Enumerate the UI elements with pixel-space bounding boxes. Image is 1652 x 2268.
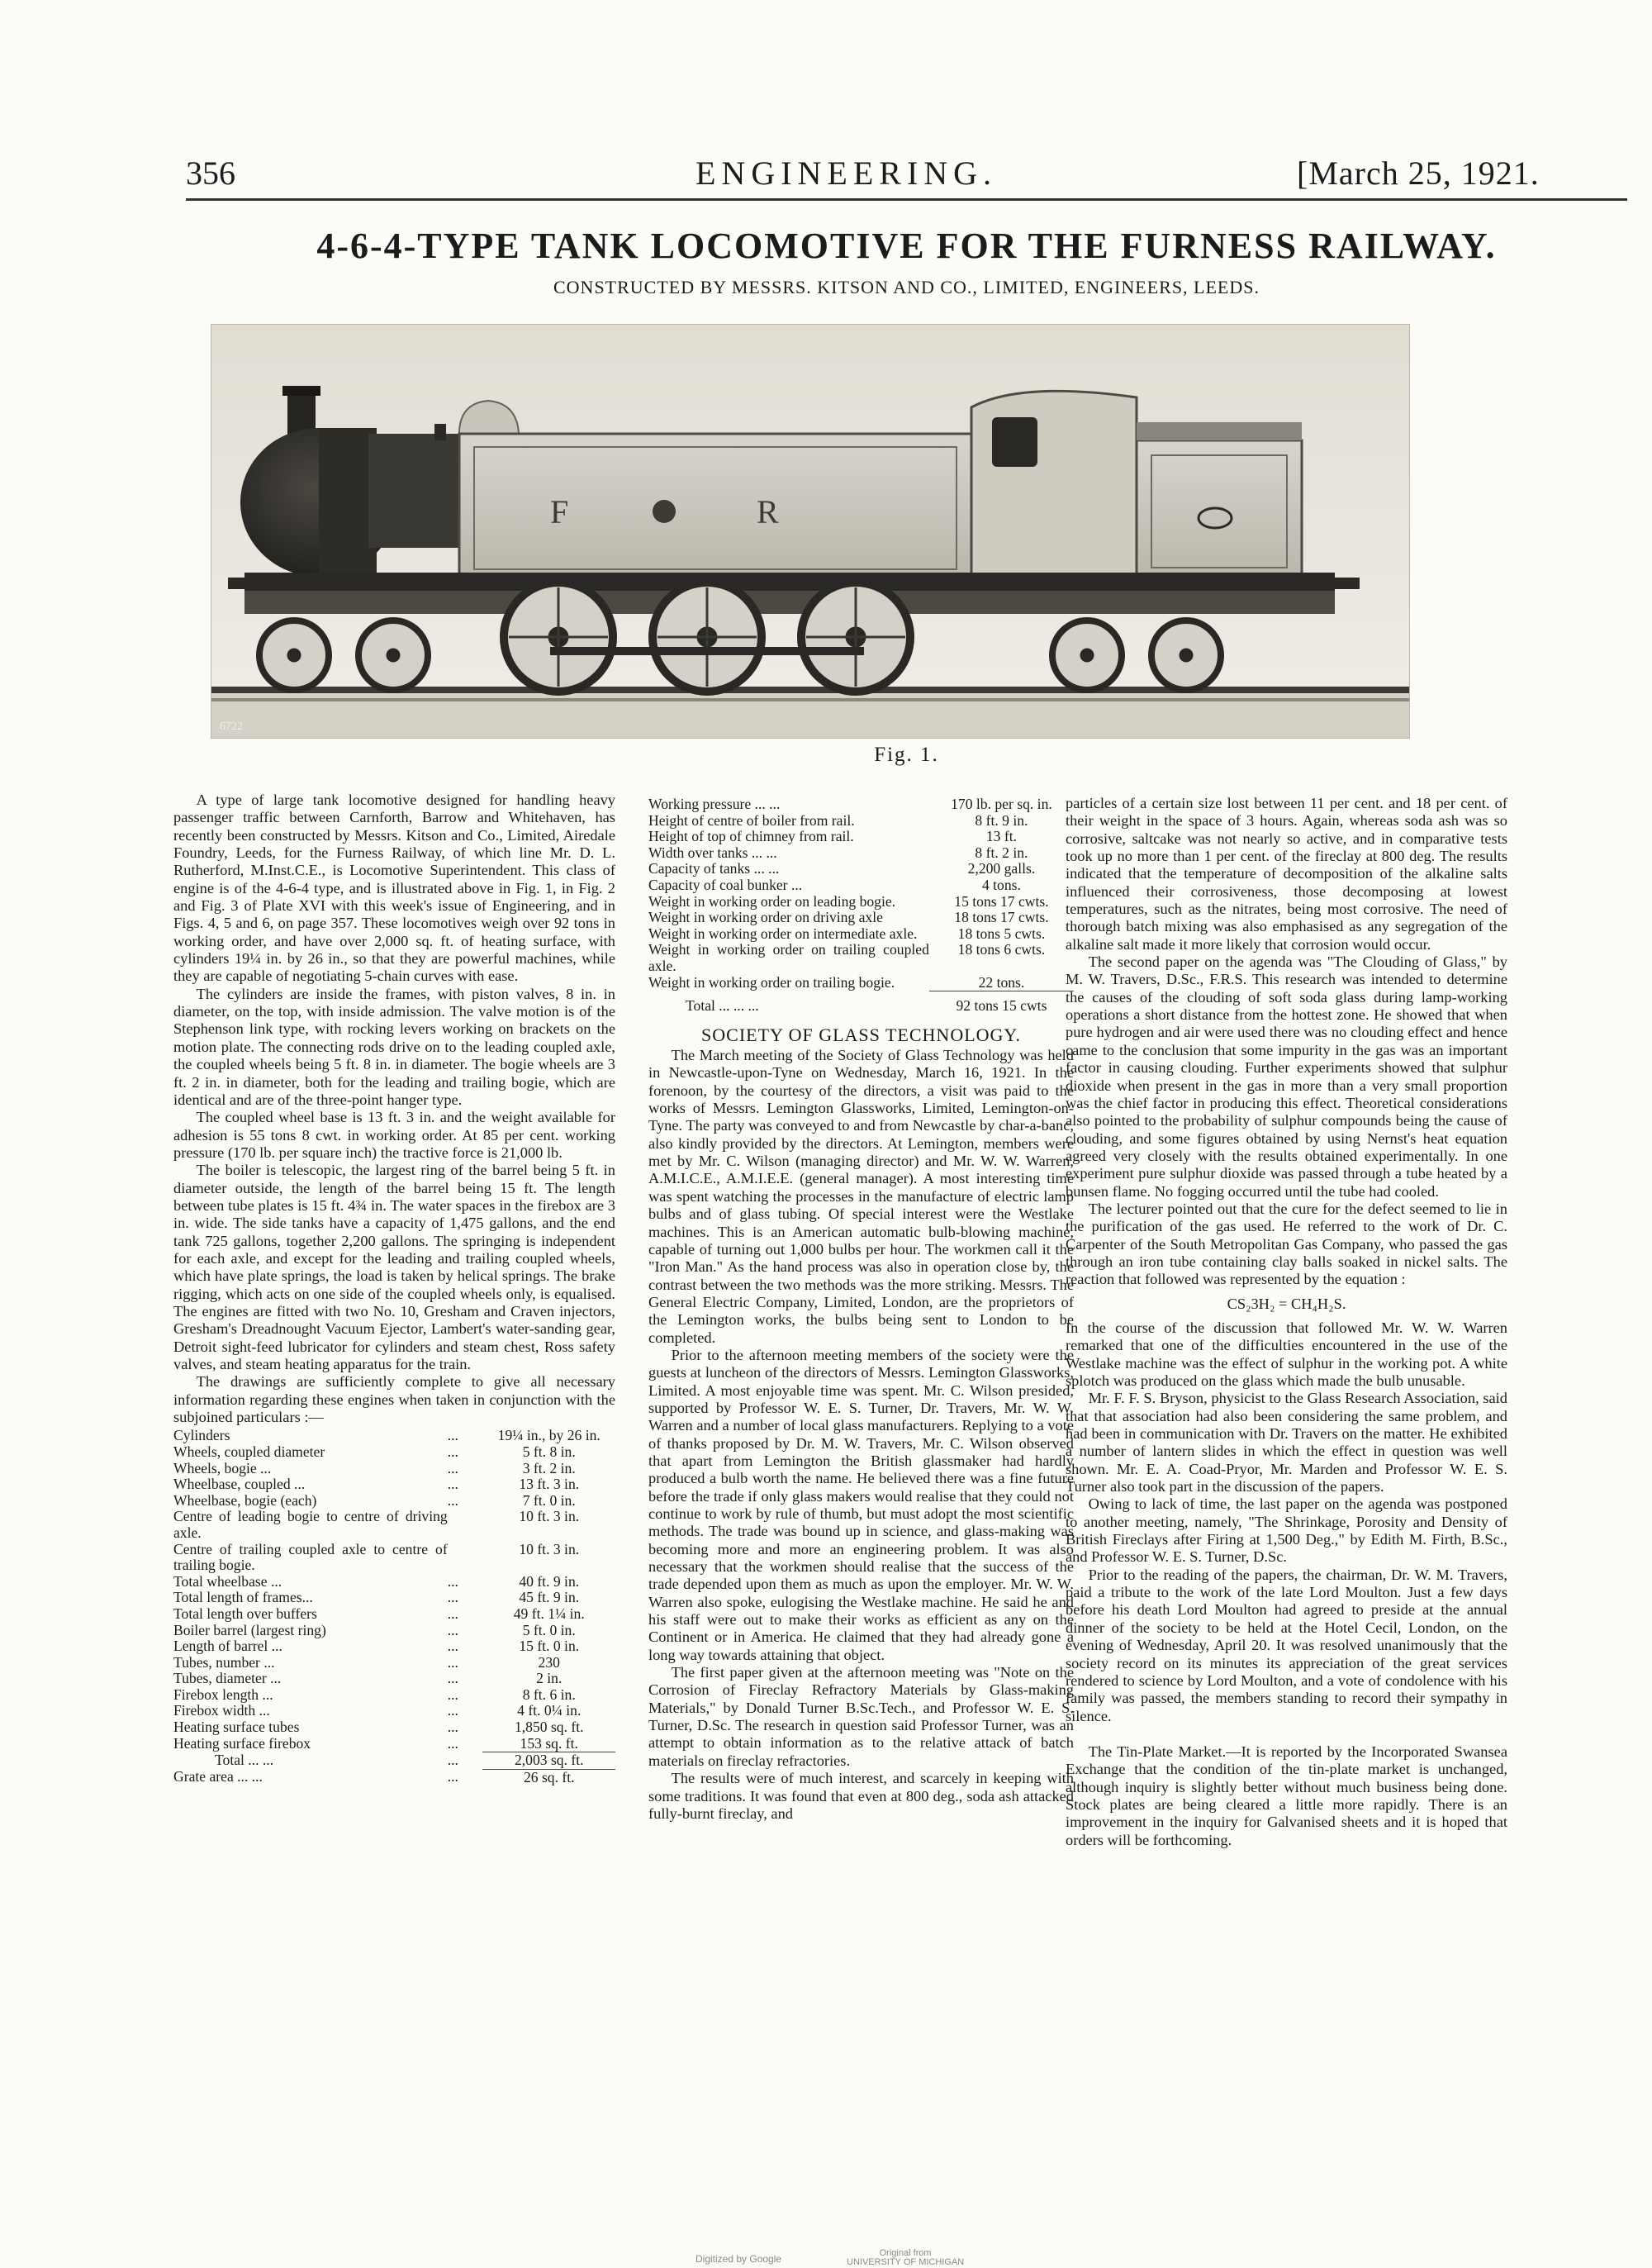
table-row: Centre of trailing coupled axle to centre of trailing bogie. 10 ft. 3 in. (173, 1540, 580, 1574)
table-row: Firebox length ... ... 8 ft. 6 in. (173, 1686, 576, 1703)
table-total-row: Total ... ... ... 2,003 sq. ft. (173, 1752, 615, 1770)
paragraph: The drawings are sufficiently complete to give all necessary information regarding these engines when taken in conjunction with the subjoined particulars :— (173, 1373, 615, 1426)
paragraph: The second paper on the agenda was "The Clouding of Glass," by M. W. Travers, D.Sc., F.R.S. This research was intended to determine the causes of the clouding of soft soda glass during lamp-working operations a short distance from the hottest zone. He showed that when pure hydrogen and air were used there was no clouding effect and hence came to the conclusion that some impurity in the gas was an important factor in causing clouding. Further experiments showed that sulphur dioxide when present in the gas in more than a very small proportion was the chief factor in producing this effect. Theoretical considerations also pointed to the probability of sulphur compounds being the cause of clouding, and some figures obtained by using Nernst's heat equation agreed very closely with the results obtained experimentally. In one experiment pure sulphur dioxide was passed through a tube heated by a bunsen flame. No fogging occurred until the tube had cooled. (1066, 953, 1507, 1200)
paragraph: Prior to the afternoon meeting members of the society were the guests at luncheon of the directors of Messrs. Lemington Glassworks, Limited. A most enjoyable time was spent. Mr. C. Wilson presided, supported by Professor W. E. S. Turner, Dr. Travers, Mr. W. W. Warren and a number of local glass manufacturers. Replying to a vote of thanks proposed by Dr. M. W. Travers, Mr. C. Wilson observed that apart from Lemington the British glassmaker had hardly produced a bulb worth the name. He believed there was a fine future before the trade if only glass makers would realise that they could not continue to work by rule of thumb, but must adopt the most scientific methods. The trade was bound up in science, and glass-making was becoming more and more an engineering problem. It was also necessary that the workmen should realise that the success of the trade depended upon them as much as upon the employer. Mr. W. W. Warren also spoke, eulogising the Westlake machine. He said he and his staff were out to make their works as efficient as any on the Continent or in America. He claimed that they had already gone a long way towards attaining that object. (648, 1346, 1074, 1663)
table-row: Total length over buffers ... 49 ft. 1¼ in. (173, 1605, 585, 1622)
table-row: Heating surface tubes ... 1,850 sq. ft. (173, 1719, 584, 1736)
table-row: Weight in working order on leading bogie. 15 tons 17 cwts. (648, 892, 1049, 910)
table-row: Weight in working order on intermediate axle. 18 tons 5 cwts. (648, 925, 1046, 942)
coal-bunker (1137, 440, 1302, 582)
digitized-by-google: Digitized by Google (695, 2253, 782, 2265)
table-row: Height of centre of boiler from rail. 8 ft. 9 in. (648, 811, 1028, 829)
table-row: Length of barrel ... ... 15 ft. 0 in. (173, 1638, 580, 1655)
table-row: Weight in working order on driving axle 18 tons 17 cwts. (648, 909, 1049, 926)
column-2 (648, 795, 1074, 1823)
journal-title: ENGINEERING. (695, 155, 998, 192)
paragraph: In the course of the discussion that followed Mr. W. W. Warren remarked that one of the difficulties encountered in the use of the Westlake machine was the effect of sulphur in the working pot. A white splotch was produced on the glass which made the bulb unusable. (1066, 1319, 1507, 1389)
table-row: Total wheelbase ... ... 40 ft. 9 in. (173, 1572, 580, 1590)
original-from-label: Original from (879, 2248, 932, 2258)
paragraph: Mr. F. F. S. Bryson, physicist to the Glass Research Association, said that that association had also been considering the same problem, and had been in communication with Dr. Travers on the matter. He exhibited a number of lantern slides in which the effect in question was well shown. Mr. E. A. Coad-Pryor, Mr. Marden and Professor W. E. S. Turner also took part in the discussion of the papers. (1066, 1390, 1507, 1495)
crest-icon (653, 500, 676, 523)
paragraph: The results were of much interest, and scarcely in keeping with some traditions. It was found that even at 800 deg., soda ash attacked fully-burnt fireclay, and (648, 1770, 1074, 1822)
table-row: Weight in working order on trailing bogie. 22 tons. (648, 973, 1025, 991)
column-1 (173, 792, 615, 1790)
coupling-rod (550, 647, 864, 655)
tank-letter-r: R (757, 493, 779, 530)
side-tank (459, 434, 971, 582)
original-from (847, 2249, 964, 2267)
table-row: Width over tanks ... ... 8 ft. 2 in. (648, 844, 1028, 861)
particulars-table (173, 1428, 615, 1785)
paragraph: Prior to the reading of the papers, the chairman, Dr. W. M. Travers, paid a tribute to the work of the late Lord Moulton. Just a few days before his death Lord Moulton had agreed to preside at the annual dinner of the society to be held at the Hotel Cecil, London, on the evening of Wednesday, April 20. It was resolved unanimously that the society record on its minutes its appreciation of the great services rendered to science by Lord Moulton, and a vote of condolence with his family was passed, the members standing to record their sympathy in silence. (1066, 1566, 1507, 1724)
table-row: Centre of leading bogie to centre of driving axle. 10 ft. 3 in. (173, 1508, 580, 1541)
table-row: Firebox width ... ... 4 ft. 0¼ in. (173, 1702, 582, 1719)
table-row: Boiler barrel (largest ring) ... 5 ft. 0 in. (173, 1621, 576, 1638)
paragraph: A type of large tank locomotive designed for handling heavy passenger traffic between Carnforth, Barrow and Whitehaven, has recently been constructed by Messrs. Kitson and Co., Limited, Airedale Foundry, Leeds, for the Furness Railway, of which line Mr. D. L. Rutherford, M.Inst.C.E., is Locomotive Superintendent. This class of engine is of the 4-6-4 type, and is illustrated above in Fig. 1, in Fig. 2 and Fig. 3 of Plate XVI with this week's issue of Engineering, and in Figs. 4, 5 and 6, on page 357. These locomotives weigh over 92 tons in working order, and have over 2,000 sq. ft. of heating surface, with cylinders 19¼ in. by 26 in., so that they are powerful machines, while they are capable of negotiating 5-chain curves with ease. (173, 792, 615, 985)
page-number: 356 (186, 155, 235, 192)
tinplate-paragraph: The Tin-Plate Market.—It is reported by the Incorporated Swansea Exchange that the condition of the tin-plate market is unchanged, although inquiry is slightly better without much business being done. Stock plates are being cleared a little more rapidly. There is an improvement in the inquiry for Galvanised sheets and it is hoped that orders will be forthcoming. (1066, 1743, 1507, 1848)
paragraph: The coupled wheel base is 13 ft. 3 in. and the weight available for adhesion is 55 tons 8 cwt. in working order. At 85 per cent. working pressure (170 lb. per square inch) the tractive force is 21,000 lb. (173, 1109, 615, 1161)
table-row: Wheels, coupled diameter ... 5 ft. 8 in. (173, 1443, 576, 1460)
paragraph: Owing to lack of time, the last paper on the agenda was postponed to another meeting, namely, "The Shrinkage, Porosity and Density of British Fireclays after Firing at 1,500 Deg.," by Edith M. Firth, B.Sc., and Professor W. E. S. Turner, D.Sc. (1066, 1495, 1507, 1566)
spacer (1066, 1725, 1507, 1743)
paragraph: The cylinders are inside the frames, with piston valves, 8 in. in diameter, on the top, with inside admission. The valve motion is of the Stephenson link type, with rocking levers working on brackets on the motion plate. The connecting rods drive on to the leading coupled axle, the coupled wheels being 5 ft. 8 in. in diameter. The bogie wheels are 3 ft. 2 in. in diameter, both for the leading and trailing bogie, which are identical and are of the three-point hanger type. (173, 985, 615, 1108)
paragraph: The March meeting of the Society of Glass Technology was held in Newcastle-upon-Tyne on Wednesday, March 16, 1921. In the forenoon, by the courtesy of the directors, a visit was paid to the works of Messrs. Lemington Glassworks, Limited, Lemington-on-Tyne. The party was conveyed to and from Newcastle by char-a-banc, also kindly provided by the directors. At Lemington, members were met by Mr. C. Wilson (managing director) and Mr. W. W. Warren, A.M.I.C.E., A.M.I.E.E. (general manager). A most interesting time was spent watching the processes in the manufacture of electric lamp bulbs and of glass tubing. Of special interest were the Westlake machines. This is an American automatic bulb-blowing machine, capable of turning out 1,000 bulbs per hour. The workmen call it the "Iron Man." As the hand process was also in operation close by, the contrast between the two methods was the more striking. Messrs. The General Electric Company, Limited, London, are the proprietors of the Lemington works, the bulbs being sent to London to be completed. (648, 1047, 1074, 1346)
paragraph: particles of a certain size lost between 11 per cent. and 18 per cent. of their weight in the space of 3 hours. Again, whereas soda ash was so corrosive, saltcake was not nearly so active, and in comparative tests took up no more than 1 per cent. of the fireclay at 800 deg. The results indicated that the temperature of decomposition of the alkaline salts influenced their corrosiveness, those decomposing at lowest temperatures, such as the nitrates, being most corrosive. The need of thorough batch mixing was also emphasised as any segregation of the alkaline salt made it more likely that corrosion would occur. (1066, 795, 1507, 953)
table-row: Heating surface firebox ... 153 sq. ft. (173, 1734, 578, 1752)
table-row: Wheelbase, coupled ... ... 13 ft. 3 in. (173, 1476, 580, 1493)
paragraph: The boiler is telescopic, the largest ring of the barrel being 5 ft. in diameter outside, the length of the barrel being 15 ft. The length between tube plates is 15 ft. 4¾ in. The water spaces in the firebox are 3 in. wide. The side tanks have a capacity of 1,475 gallons, and the end tank 725 gallons, together 2,200 gallons. The springing is independent for each axle, and except for the leading and trailing coupled wheels, which have plate springs, the load is taken by helical springs. The brake rigging, which acts on one side of the coupled wheels only, is equalised. The engines are fitted with two No. 10, Gresham and Craven injectors, Gresham's Dreadnought Vacuum Ejector, Lambert's water-sanding gear, Detroit sight-feed lubricator for cylinders and steam chest, Ross safety valves, and steam heating apparatus for the train. (173, 1162, 615, 1372)
table-row: Total length of frames... ... 45 ft. 9 in. (173, 1589, 580, 1606)
table-row: Capacity of coal bunker ... 4 tons. (648, 876, 1021, 893)
issue-date: [March 25, 1921. (1297, 155, 1540, 192)
paragraph: The first paper given at the afternoon meeting was "Note on the Corrosion of Fireclay Refractory Materials by Glass-making Materials," by Donald Turner B.Sc.Tech., and Professor W. E. S. Turner, D.Sc. The research in question said Professor Turner, was an attempt to obtain information as to the relative attack of batch materials on fireclay refractories. (648, 1664, 1074, 1769)
table-row: Tubes, diameter ... ... 2 in. (173, 1670, 563, 1687)
table-row: Grate area ... ... ... 26 sq. ft. (173, 1769, 615, 1785)
table-row: Tubes, number ... ... 230 (173, 1653, 560, 1671)
table-row: Cylinders ... 19¼ in., by 26 in. (173, 1427, 601, 1444)
header-rule (186, 198, 1627, 201)
table-row: Height of top of chimney from rail. 13 ft. (648, 828, 1018, 845)
table-row: Weight in working order on trailing coupled axle. 18 tons 6 cwts. (648, 941, 1046, 974)
locomotive-figure (211, 324, 1410, 739)
article-subtitle: CONSTRUCTED BY MESSRS. KITSON AND CO., LIMITED, ENGINEERS, LEEDS. (553, 277, 1260, 297)
weights-table (648, 796, 1074, 1015)
table-row: Working pressure ... ... 170 lb. per sq. in. (648, 796, 1052, 812)
column-3 (1066, 795, 1507, 1849)
table-row: Wheels, bogie ... ... 3 ft. 2 in. (173, 1459, 576, 1476)
plate-number: 6722 (220, 720, 243, 733)
article-title: 4-6-4-TYPE TANK LOCOMOTIVE FOR THE FURNESS RAILWAY. (316, 226, 1497, 266)
table-row: Capacity of tanks ... ... 2,200 galls. (648, 860, 1036, 877)
figure-caption: Fig. 1. (874, 744, 939, 766)
locomotive-illustration (211, 325, 1409, 738)
paragraph: The lecturer pointed out that the cure for the defect seemed to lie in the purification of the gas used. He referred to the work of Dr. C. Carpenter of the South Metropolitan Gas Company, who passed the gas through an iron tube containing clay balls soaked in nickel salts. The reaction that followed was represented by the equation : (1066, 1200, 1507, 1288)
university-label: UNIVERSITY OF MICHIGAN (847, 2257, 965, 2267)
section-heading: SOCIETY OF GLASS TECHNOLOGY. (701, 1024, 1021, 1045)
tank-letter-f: F (550, 493, 569, 530)
chemical-equation: CS₂3H₂ = CH₄H₂S. (1227, 1295, 1346, 1312)
table-row: Wheelbase, bogie (each) ... 7 ft. 0 in. (173, 1491, 576, 1509)
table-total-row: Total ... ... ... 92 tons 15 cwts (648, 991, 1074, 1015)
